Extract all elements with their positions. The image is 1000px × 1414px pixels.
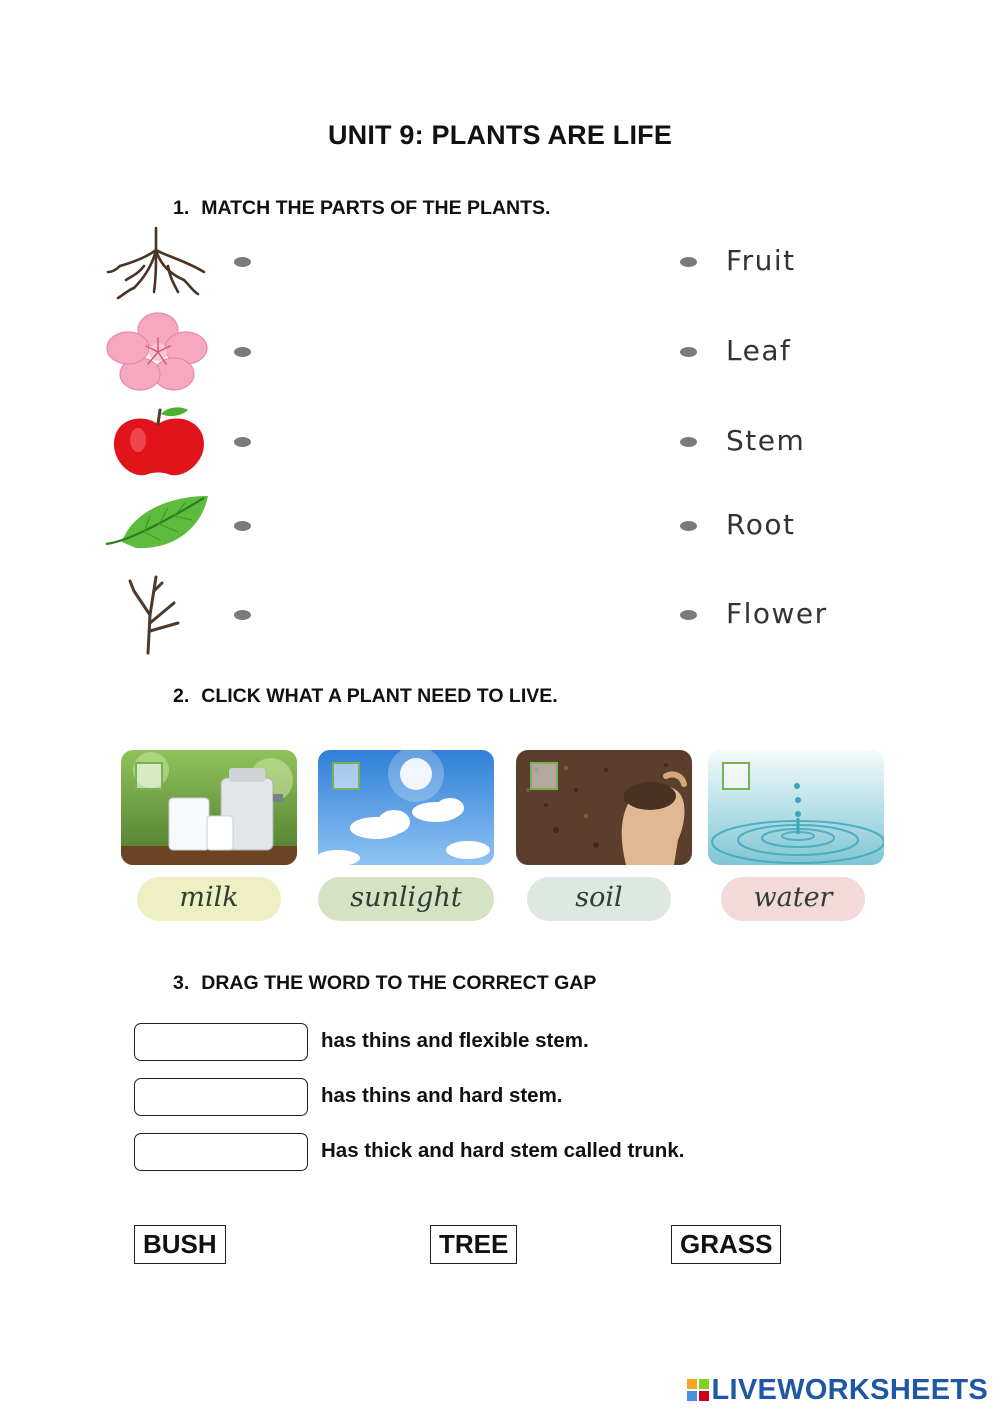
drag-word-grass[interactable]: GRASS [671, 1225, 781, 1264]
section3-heading [173, 972, 596, 995]
drag-word-tree[interactable]: TREE [430, 1225, 517, 1264]
match-row [0, 402, 1000, 482]
section1-number: 1. [173, 197, 190, 219]
branch-icon [104, 575, 212, 655]
match-left-dot[interactable] [234, 610, 251, 620]
option-card-water [708, 750, 884, 922]
brand-footer [687, 1373, 989, 1407]
flower-icon [104, 312, 212, 392]
liveworksheets-logo-icon [687, 1379, 709, 1401]
gap-row [0, 1133, 1000, 1173]
section3-heading-text: DRAG THE WORD TO THE CORRECT GAP [201, 972, 597, 994]
gap-row [0, 1078, 1000, 1118]
match-row [0, 575, 1000, 655]
match-row [0, 486, 1000, 566]
gap-row [0, 1023, 1000, 1063]
soil-checkbox[interactable] [530, 762, 558, 790]
gap-sentence: has thins and flexible stem. [321, 1029, 589, 1052]
leaf-icon [104, 486, 212, 566]
gap-sentence: Has thick and hard stem called trunk. [321, 1139, 685, 1162]
apple-icon [104, 402, 212, 482]
brand-text: LIVEWORKSHEETS [711, 1373, 988, 1406]
match-left-dot[interactable] [234, 257, 251, 267]
section2-heading-text: CLICK WHAT A PLANT NEED TO LIVE. [201, 685, 558, 707]
match-row [0, 312, 1000, 392]
match-left-dot[interactable] [234, 437, 251, 447]
match-left-dot[interactable] [234, 521, 251, 531]
match-word: Root [726, 508, 796, 541]
match-row [0, 222, 1000, 302]
water-checkbox[interactable] [722, 762, 750, 790]
gap-drop-box[interactable] [134, 1023, 308, 1061]
sunlight-label: sunlight [318, 877, 494, 921]
match-right-dot[interactable] [680, 610, 697, 620]
gap-drop-box[interactable] [134, 1078, 308, 1116]
match-word: Leaf [726, 334, 792, 367]
gap-sentence: has thins and hard stem. [321, 1084, 563, 1107]
section1-heading-text: MATCH THE PARTS OF THE PLANTS. [201, 197, 551, 219]
gap-drop-box[interactable] [134, 1133, 308, 1171]
section1-heading [173, 197, 550, 220]
milk-label: milk [137, 877, 281, 921]
match-right-dot[interactable] [680, 257, 697, 267]
match-right-dot[interactable] [680, 437, 697, 447]
option-card-milk [121, 750, 297, 922]
drag-word-bush[interactable]: BUSH [134, 1225, 226, 1264]
page-title: UNIT 9: PLANTS ARE LIFE [327, 120, 673, 150]
option-card-sunlight [318, 750, 494, 922]
section2-number: 2. [173, 685, 190, 707]
roots-icon [104, 222, 212, 302]
soil-label: soil [527, 877, 671, 921]
match-left-dot[interactable] [234, 347, 251, 357]
match-word: Flower [726, 597, 828, 630]
section3-number: 3. [173, 972, 190, 994]
match-word: Stem [726, 424, 806, 457]
water-label: water [721, 877, 865, 921]
match-right-dot[interactable] [680, 521, 697, 531]
match-word: Fruit [726, 244, 796, 277]
milk-checkbox[interactable] [135, 762, 163, 790]
section2-heading [173, 685, 558, 708]
sunlight-checkbox[interactable] [332, 762, 360, 790]
option-card-soil [516, 750, 692, 922]
match-right-dot[interactable] [680, 347, 697, 357]
